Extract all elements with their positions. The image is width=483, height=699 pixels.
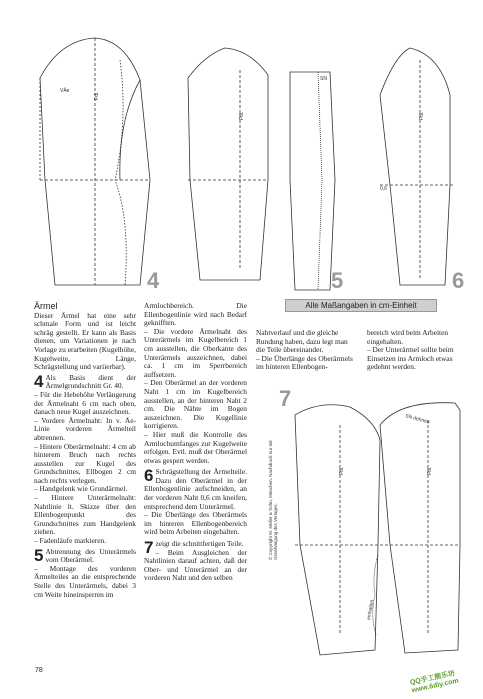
- fdl-label-fig5: Fdl.: [239, 111, 245, 120]
- col2-bullet-1: – Die vordere Ärmelnaht des Unterärmels im Kugelbereich 1 cm ausstellen, die Oberkante des Unterärmels auszeichnen, dabei ca. 1 cm im Sperrbereich auffsetzen.: [144, 326, 247, 379]
- step-4-bullet-1: – Für die Hebehöhe Verlängerung der Ärmelnaht 6 cm nach oben, danach neue Kugel auszeichnen.: [34, 389, 136, 417]
- col2-bullet-3: – Hier muß die Kontrolle des Armlochumfanges zur Kugelweite erfolgen. Evtl. muß der Oberärmel etwas gespert werden.: [144, 429, 247, 465]
- text-column-4: bereich wird beim Arbeiten eingehalten. – Der Unterärmel sollte beim Einsetzen ins Armloch etwas gedehnt werden.: [367, 328, 454, 372]
- step-4-number: 4: [34, 371, 44, 391]
- text-column-1: [34, 302, 136, 599]
- section-heading: Ärmel: [34, 301, 58, 311]
- figure-number-5: 5: [331, 268, 344, 293]
- col2-bullet-2: – Den Oberärmel an der vorderen Naht 1 cm im Kugelbereich ausstellen, an der hinteren Naht 2 cm. Die Nähte im Bogen auszeichnen. Die Kugellinie korrigieren.: [144, 378, 247, 431]
- fdl-label-fig6: Fdl.: [419, 111, 425, 120]
- units-banner: Alle Maßangaben in cm-Einheit: [285, 299, 437, 312]
- einhalten-label: einhalten: [366, 599, 376, 621]
- step-5-number: 5: [34, 545, 44, 565]
- col2-paragraph: Armlochbereich. Die Ellenbogenlinie wird nach Bedarf geknifften.: [144, 301, 247, 328]
- step-6-number: 6: [144, 466, 154, 486]
- step-7-text: zeigt die schnittfertigen Teile.: [155, 539, 244, 549]
- vae-label: VÄe: [60, 88, 70, 94]
- fdl-label-fig7b: Fdl.: [427, 466, 433, 475]
- step-5-text: Abtrennung des Unterärmels vom Oberärmel.: [45, 546, 136, 565]
- step-4-bullet-5: – Hintere Unterärmelnaht: Nahtlinie lt. Skizze über den Ellenbogenpunkt des Grundschnittes zum Handgelenk ziehen.: [34, 493, 136, 537]
- watermark-logo: QQ手工熊乐坊 www.6diy.com: [409, 670, 460, 695]
- step-4-bullet-3: – Hintere Oberärmelnaht: 4 cm ab hinterem Bruch nach rechts ausstellen zur Kugel des Grundschnittes, Ellbogen 2 cm nach rechts verlegen.: [34, 441, 136, 485]
- sn-label: SN: [320, 76, 327, 82]
- figure-4-sleeve-draft: [40, 38, 150, 285]
- fdl-label-fig7a: Fdl.: [339, 466, 345, 475]
- figure-7-final-pattern: [280, 395, 470, 665]
- copyright-note: © Copyright M. Müller & Sohn, München. Nachdruck nur mit Genehmigung des Verlages.: [268, 440, 278, 560]
- measure-label: 0,6: [380, 186, 387, 192]
- page-number: 78: [35, 667, 43, 674]
- step-4-bullet-6: – Fadenläufe markieren.: [34, 536, 107, 546]
- figure-number-6: 6: [452, 268, 465, 293]
- step-5-bullet-1: – Montage des vorderen Ärmelteiles an die entsprechende Stelle des Unterärmels, dabei 3 cm Weite hineinsperren im: [34, 563, 136, 599]
- step-7-number: 7: [144, 538, 154, 558]
- figure-number-7: 7: [279, 386, 292, 411]
- intro-paragraph: Dieser Ärmel hat eine sehr schmale Form und ist leicht schräg gestellt. Er kann als Basis dienen, um Variationen je nach Vorlage zu erarbeiten (Kugelhöhe, Kugelweite, Länge, Schrägstellung und variierbar).: [34, 310, 136, 372]
- text-column-3: Nahtverlauf und die gleiche Rundung haben, dazu legt man die Teile übereinander. – Die Überlänge des Oberärmels im hinteren Ellenbogen-: [256, 328, 353, 372]
- figure-number-4: 4: [147, 268, 160, 293]
- step-6-text: Schrägstellung der Ärmelteile. Dazu den Oberärmel in der Ellenbogenlinie aufschneiden, an der vorderen Naht 0,6 cm kneifen, entsprechend dem Unterärmel.: [144, 467, 247, 511]
- figure-6-angled-sleeve: [380, 48, 455, 285]
- step-4-bullet-2: – Vordere Ärmelnaht: In v. Äe-Linie vorderen Ärmelteil abtrennen.: [34, 415, 136, 442]
- text-column-2: [144, 302, 247, 583]
- figure-5-sleeve-pieces: [188, 48, 335, 290]
- step-4-bullet-4: – Handgelenk wie Grundärmel.: [34, 484, 128, 494]
- step-6-bullet-1: – Die Überlänge des Oberärmels im hinteren Ellenbogenbereich wird beim Arbeiten eingehalten.: [144, 510, 247, 537]
- fdl-label-fig4: Fdl.: [94, 91, 100, 100]
- sn-dehnen-label: SN dehnen: [404, 413, 431, 426]
- sleeve-pattern-diagrams: [0, 0, 483, 300]
- step-4-text: Als Basis dient der Ärmelgrundschnitt Gr. 40.: [45, 372, 136, 391]
- step-7-bullet-1: – Beim Ausgleichen der Nahtlinien darauf achten, daß der Ober- und Unterärmel an der vorderen Naht und den selben: [144, 547, 247, 583]
